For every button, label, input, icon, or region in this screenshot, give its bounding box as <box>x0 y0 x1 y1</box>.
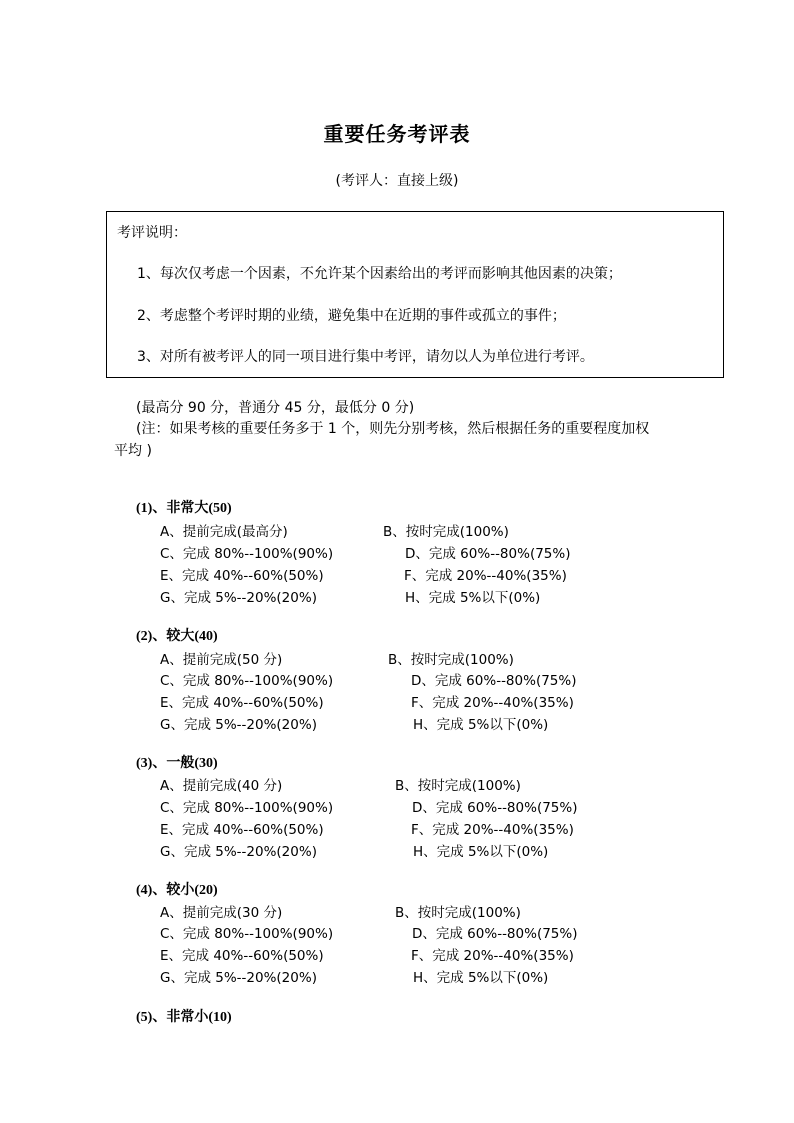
evaluator-subtitle: (考评人：直接上级) <box>335 173 459 189</box>
option-c: C、完成 80%--100%(90%) <box>160 926 334 942</box>
instruction-item-3: 3、对所有被考评人的同一项目进行集中考评，请勿以人为单位进行考评。 <box>137 349 594 365</box>
option-d: D、完成 60%--80%(75%) <box>412 926 578 942</box>
section-title: (4)、较小(20) <box>136 883 218 898</box>
score-range-note: (最高分 90 分，普通分 45 分，最低分 0 分) <box>136 400 415 416</box>
option-a: A、提前完成(30 分) <box>160 905 283 921</box>
option-g: G、完成 5%--20%(20%) <box>160 970 317 986</box>
option-b: B、按时完成(100%) <box>395 905 521 921</box>
section-title: (3)、一般(30) <box>136 756 218 771</box>
instructions-heading: 考评说明： <box>117 225 187 241</box>
option-g: G、完成 5%--20%(20%) <box>160 717 317 733</box>
option-a: A、提前完成(最高分) <box>160 524 288 540</box>
option-c: C、完成 80%--100%(90%) <box>160 546 334 562</box>
option-a: A、提前完成(40 分) <box>160 778 283 794</box>
option-h: H、完成 5%以下(0%) <box>413 844 549 860</box>
section-title: (2)、较大(40) <box>136 629 218 644</box>
option-g: G、完成 5%--20%(20%) <box>160 844 317 860</box>
option-e: E、完成 40%--60%(50%) <box>160 822 324 838</box>
weighting-note-line-1: (注：如果考核的重要任务多于 1 个，则先分别考核，然后根据任务的重要程度加权 <box>136 421 650 437</box>
option-f: F、完成 20%--40%(35%) <box>411 822 574 838</box>
option-f: F、完成 20%--40%(35%) <box>404 568 567 584</box>
section-title: (1)、非常大(50) <box>136 501 232 516</box>
option-f: F、完成 20%--40%(35%) <box>411 695 574 711</box>
option-d: D、完成 60%--80%(75%) <box>405 546 571 562</box>
option-b: B、按时完成(100%) <box>395 778 521 794</box>
option-f: F、完成 20%--40%(35%) <box>411 948 574 964</box>
option-e: E、完成 40%--60%(50%) <box>160 695 324 711</box>
option-d: D、完成 60%--80%(75%) <box>411 673 577 689</box>
option-h: H、完成 5%以下(0%) <box>413 717 549 733</box>
page-title: 重要任务考评表 <box>323 122 471 146</box>
option-b: B、按时完成(100%) <box>388 652 514 668</box>
weighting-note-line-2: 平均 ) <box>114 443 152 459</box>
option-c: C、完成 80%--100%(90%) <box>160 800 334 816</box>
instructions-box <box>106 211 724 378</box>
option-h: H、完成 5%以下(0%) <box>405 590 541 606</box>
option-e: E、完成 40%--60%(50%) <box>160 568 324 584</box>
option-c: C、完成 80%--100%(90%) <box>160 673 334 689</box>
section-title: (5)、非常小(10) <box>136 1010 232 1025</box>
option-d: D、完成 60%--80%(75%) <box>412 800 578 816</box>
option-a: A、提前完成(50 分) <box>160 652 283 668</box>
option-e: E、完成 40%--60%(50%) <box>160 948 324 964</box>
option-b: B、按时完成(100%) <box>383 524 509 540</box>
option-g: G、完成 5%--20%(20%) <box>160 590 317 606</box>
instruction-item-2: 2、考虑整个考评时期的业绩，避免集中在近期的事件或孤立的事件； <box>137 308 566 324</box>
option-h: H、完成 5%以下(0%) <box>413 970 549 986</box>
instruction-item-1: 1、每次仅考虑一个因素，不允许某个因素给出的考评而影响其他因素的决策； <box>137 266 622 282</box>
